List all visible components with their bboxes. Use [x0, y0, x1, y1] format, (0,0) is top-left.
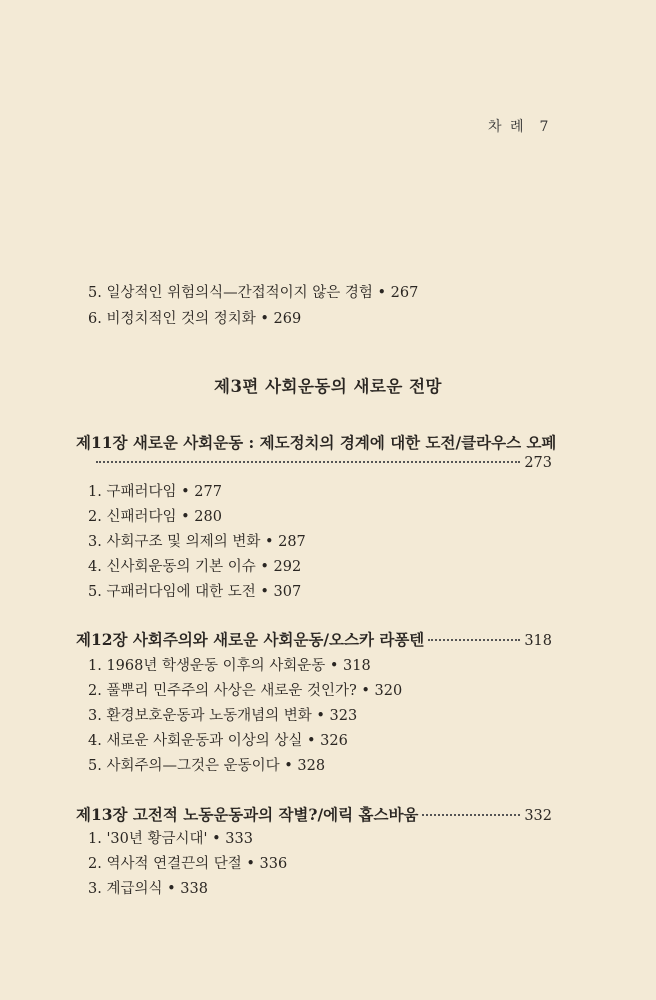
chapter-title: 제12장 사회주의와 새로운 사회운동/오스카 라퐁텐	[76, 630, 425, 649]
chapter-11	[76, 431, 557, 471]
toc-item: 1. 1968년 학생운동 이후의 사회운동 • 318	[88, 658, 371, 674]
chapter-page: 273	[524, 455, 552, 471]
toc-item: 1. '30년 황금시대' • 333	[88, 831, 253, 847]
header-page-number: 7	[539, 119, 551, 135]
leader-dots	[96, 461, 520, 463]
toc-item: 4. 신사회운동의 기본 이슈 • 292	[88, 559, 302, 575]
toc-item: 3. 계급의식 • 338	[88, 881, 208, 897]
chapter-page: 318	[524, 633, 552, 649]
toc-item: 2. 역사적 연결끈의 단절 • 336	[88, 856, 288, 872]
toc-item: 2. 신패러다임 • 280	[88, 509, 222, 525]
toc-item: 3. 사회구조 및 의제의 변화 • 287	[88, 534, 306, 550]
toc-item: 1. 구패러다임 • 277	[88, 484, 222, 500]
chapter-title: 제11장 새로운 사회운동 : 제도정치의 경계에 대한 도전/클라우스 오페	[76, 433, 557, 452]
header-label: 차 례	[488, 119, 526, 135]
toc-item: 2. 풀뿌리 민주주의 사상은 새로운 것인가? • 320	[88, 683, 403, 699]
chapter-title: 제13장 고전적 노동운동과의 작별?/에릭 홉스바움	[76, 805, 419, 824]
leader-dots	[422, 814, 520, 816]
toc-item: 5. 일상적인 위험의식—간접적이지 않은 경험 • 267	[88, 285, 419, 301]
toc-item: 6. 비정치적인 것의 정치화 • 269	[88, 311, 302, 327]
chapter-13	[76, 803, 552, 825]
toc-item: 5. 사회주의—그것은 운동이다 • 328	[88, 758, 326, 774]
toc-item: 3. 환경보호운동과 노동개념의 변화 • 323	[88, 708, 358, 724]
toc-item: 4. 새로운 사회운동과 이상의 상실 • 326	[88, 733, 348, 749]
leader-dots	[428, 639, 520, 641]
chapter-12	[76, 628, 552, 650]
chapter-page: 332	[524, 808, 552, 824]
part-title: 제3편 사회운동의 새로운 전망	[214, 377, 442, 396]
toc-item: 5. 구패러다임에 대한 도전 • 307	[88, 584, 302, 600]
running-header	[488, 116, 550, 136]
